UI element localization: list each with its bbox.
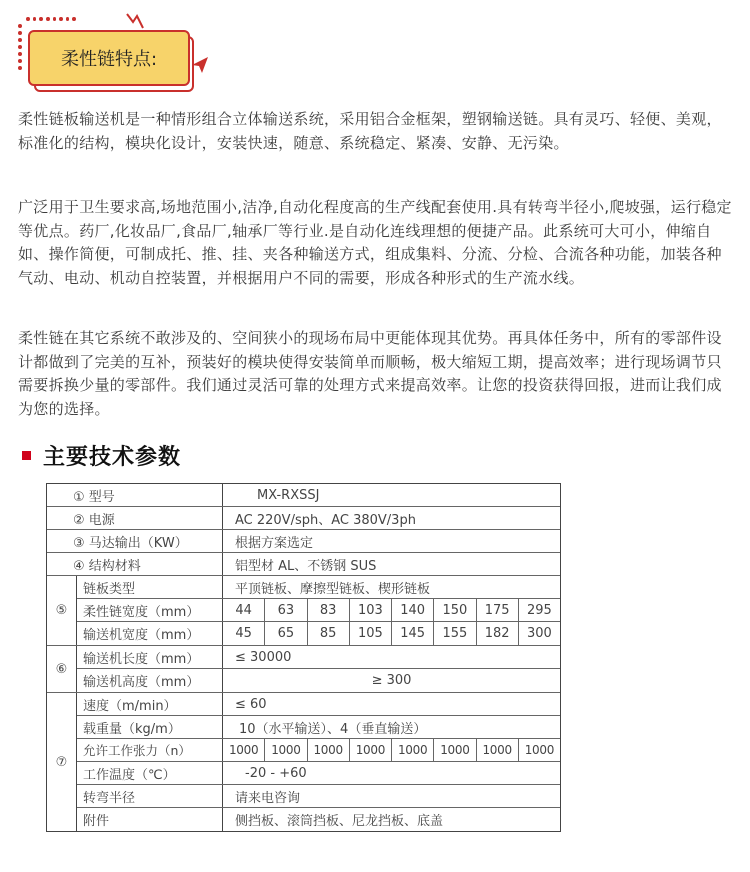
table-group-size [47, 646, 560, 693]
paper-plane-icon [190, 55, 210, 75]
group-number: ⑤ [47, 576, 77, 645]
chain-width-cell: 150 [434, 599, 476, 621]
temperature-label: 工作温度（℃） [77, 762, 223, 784]
table-row [77, 808, 560, 831]
conveyor-width-cell: 85 [308, 622, 350, 645]
table-group-chain [47, 576, 560, 646]
chain-width-cell: 63 [265, 599, 307, 621]
decorative-dots-top [26, 17, 76, 25]
table-row [77, 762, 560, 785]
group-number: ⑦ [47, 693, 77, 831]
feature-badge [28, 30, 190, 86]
accessory-label: 附件 [77, 808, 223, 831]
chain-width-cell: 83 [308, 599, 350, 621]
conveyor-width-label: 输送机宽度（mm） [77, 622, 223, 645]
chain-width-label: 柔性链宽度（mm） [77, 599, 223, 621]
speed-value: ≤ 60 [235, 696, 267, 712]
intro-paragraph: 柔性链板输送机是一种情形组合立体输送系统，采用铝合金框架，塑钢输送链。具有灵巧、轻便、美观，标准化的结构，模块化设计，安装快速，随意、系统稳定、紧凑、安静、无污染。 [18, 110, 722, 152]
tension-cell: 1000 [477, 739, 519, 761]
height-value: ≥ 300 [371, 673, 412, 688]
table-row [77, 622, 560, 645]
group-number: ⑥ [47, 646, 77, 692]
table-row [77, 669, 560, 692]
load-value: 10（水平输送）、4（垂直输送） [239, 721, 427, 737]
table-row [47, 553, 560, 576]
decorative-dots-left [18, 24, 24, 74]
tension-cell: 1000 [350, 739, 392, 761]
section-title: 主要技术参数 [43, 444, 182, 470]
turning-radius-label: 转弯半径 [77, 785, 223, 807]
chain-width-cell: 175 [477, 599, 519, 621]
chain-width-cell: 140 [392, 599, 434, 621]
accessory-value: 侧挡板、滚筒挡板、尼龙挡板、底盖 [235, 814, 444, 829]
table-row [77, 785, 560, 808]
table-row [77, 599, 560, 622]
chain-width-cell: 44 [223, 599, 265, 621]
usage-paragraph: 广泛用于卫生要求高,场地范围小,洁净,自动化程度高的生产线配套使用.具有转弯半径小,爬坡强，运行稳定等优点。药厂,化妆品厂,食品厂,轴承厂等行业.是自动化连线理想的便捷产品。此系统可大可小，伸缩自如、操作简便，可制成托、推、挂、夹各种输送方式，组成集料、分流、分检、合流各种功能，加装各种气动、电动、机动自控装置，并根据用户不同的需要，形成各种形式的生产流水线。 [18, 198, 732, 287]
zigzag-icon [125, 12, 147, 32]
advantage-paragraph: 柔性链在其它系统不敢涉及的、空间狭小的现场布局中更能体现其优势。再具体任务中，所有的零部件设计都做到了完美的互补，预装好的模块使得安装简单而顺畅，极大缩短工期，提高效率；进行现场调节只需要拆换少量的零部件。我们通过灵活可靠的处理方式来提高效率。让您的投资获得回报，进而让我们成为您的选择。 [18, 329, 722, 418]
table-row [77, 716, 560, 739]
table-group-operation [47, 693, 560, 831]
material-label: ④ 结构材料 [47, 553, 223, 575]
power-value: AC 220V/sph、AC 380V/3ph [235, 512, 416, 528]
turning-radius-value: 请来电咨询 [235, 790, 301, 806]
section-square-icon [22, 451, 31, 460]
conveyor-width-cell: 155 [434, 622, 476, 645]
length-value: ≤ 30000 [235, 649, 292, 665]
section-header [22, 440, 181, 471]
tension-cell: 1000 [223, 739, 265, 761]
spec-table [46, 483, 561, 832]
length-label: 输送机长度（mm） [77, 646, 223, 668]
tension-cell: 1000 [392, 739, 434, 761]
table-row [47, 507, 560, 530]
conveyor-width-cell: 145 [392, 622, 434, 645]
conveyor-width-cell: 300 [526, 626, 552, 641]
load-label: 载重量（kg/m） [77, 716, 223, 738]
table-row [77, 576, 560, 599]
chain-width-cell: 103 [350, 599, 392, 621]
power-label: ② 电源 [47, 507, 223, 529]
table-row [77, 739, 560, 762]
conveyor-width-cell: 65 [265, 622, 307, 645]
badge-text: 柔性链特点: [60, 49, 158, 70]
motor-value: 根据方案选定 [235, 535, 314, 551]
height-label: 输送机高度（mm） [77, 669, 223, 692]
motor-label: ③ 马达输出（KW） [47, 530, 223, 552]
table-row [47, 530, 560, 553]
conveyor-width-cell: 45 [223, 622, 265, 645]
speed-label: 速度（m/min） [77, 693, 223, 715]
table-row [77, 693, 560, 716]
tension-label: 允许工作张力（n） [77, 739, 223, 761]
tension-cell: 1000 [265, 739, 307, 761]
model-label: ① 型号 [47, 484, 223, 506]
conveyor-width-cell: 105 [350, 622, 392, 645]
tension-cell: 1000 [524, 743, 555, 757]
material-value: 铝型材 AL、不锈钢 SUS [235, 558, 377, 574]
chain-type-value: 平顶链板、摩擦型链板、楔形链板 [235, 581, 431, 597]
model-value: MX-RXSSJ [257, 487, 320, 503]
tension-cell: 1000 [434, 739, 476, 761]
tension-cell: 1000 [308, 739, 350, 761]
table-row [77, 646, 560, 669]
conveyor-width-cell: 182 [477, 622, 519, 645]
temperature-value: -20 - +60 [245, 765, 307, 781]
chain-width-cell: 295 [526, 602, 552, 618]
table-row [47, 484, 560, 507]
chain-type-label: 链板类型 [77, 576, 223, 598]
